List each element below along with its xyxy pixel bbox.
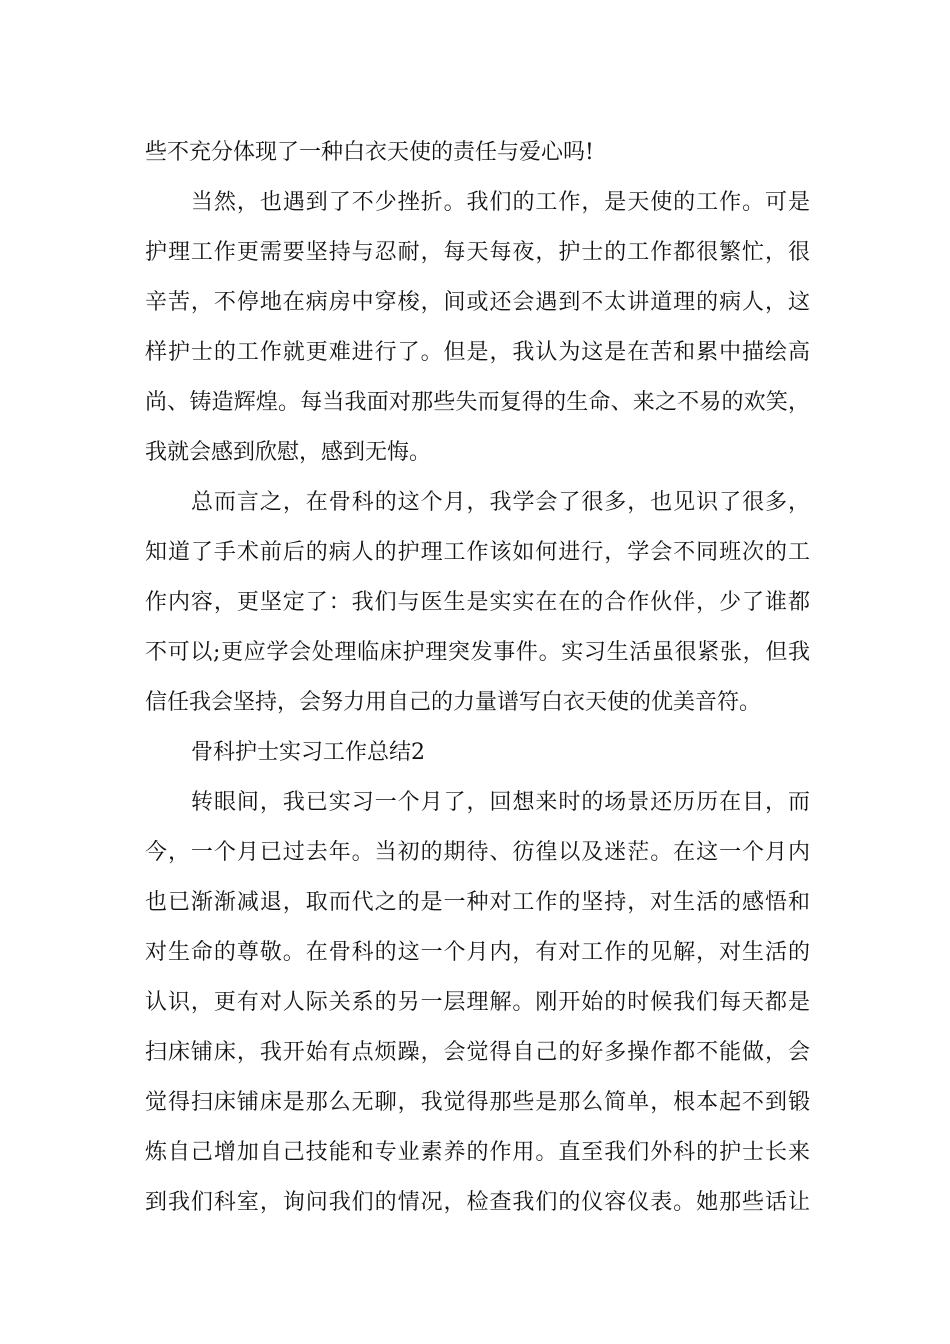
text-line: 我就会感到欣慰，感到无悔。 — [145, 440, 432, 465]
text-line: 扫床铺床，我开始有点烦躁，会觉得自己的好多操作都不能做，会 — [145, 1040, 810, 1065]
text-line: 信任我会坚持，会努力用自己的力量谱写白衣天使的优美音符。 — [145, 690, 762, 715]
text-line: 认识，更有对人际关系的另一层理解。刚开始的时候我们每天都是 — [145, 990, 810, 1015]
text-line: 不可以;更应学会处理临床护理突发事件。实习生活虽很紧张，但我 — [145, 640, 810, 665]
text-line: 炼自己增加自己技能和专业素养的作用。直至我们外科的护士长来 — [145, 1140, 810, 1165]
text-line: 总而言之，在骨科的这个月，我学会了很多，也见识了很多， — [191, 490, 810, 515]
text-line: 作内容，更坚定了：我们与医生是实实在在的合作伙伴，少了谁都 — [145, 590, 810, 615]
text-line: 觉得扫床铺床是那么无聊，我觉得那些是那么简单，根本起不到锻 — [145, 1090, 810, 1115]
text-line: 也已渐渐减退，取而代之的是一种对工作的坚持，对生活的感悟和 — [145, 890, 810, 915]
text-line: 到我们科室，询问我们的情况，检查我们的仪容仪表。她那些话让 — [145, 1190, 810, 1215]
section-heading: 骨科护士实习工作总结2 — [191, 740, 425, 765]
text-line: 些不充分体现了一种白衣天使的责任与爱心吗! — [145, 140, 594, 165]
text-line: 当然，也遇到了不少挫折。我们的工作，是天使的工作。可是 — [191, 190, 810, 215]
text-line: 今，一个月已过去年。当初的期待、彷徨以及迷茫。在这一个月内 — [145, 840, 810, 865]
text-line: 辛苦，不停地在病房中穿梭，间或还会遇到不太讲道理的病人，这 — [145, 290, 810, 315]
text-line: 样护士的工作就更难进行了。但是，我认为这是在苦和累中描绘高 — [145, 340, 810, 365]
text-line: 对生命的尊敬。在骨科的这一个月内，有对工作的见解，对生活的 — [145, 940, 810, 965]
text-line: 知道了手术前后的病人的护理工作该如何进行，学会不同班次的工 — [145, 540, 810, 565]
text-line: 尚、铸造辉煌。每当我面对那些失而复得的生命、来之不易的欢笑， — [145, 390, 810, 415]
text-line: 转眼间，我已实习一个月了，回想来时的场景还历历在目，而 — [191, 790, 810, 815]
text-line: 护理工作更需要坚持与忍耐，每天每夜，护士的工作都很繁忙，很 — [145, 240, 810, 265]
